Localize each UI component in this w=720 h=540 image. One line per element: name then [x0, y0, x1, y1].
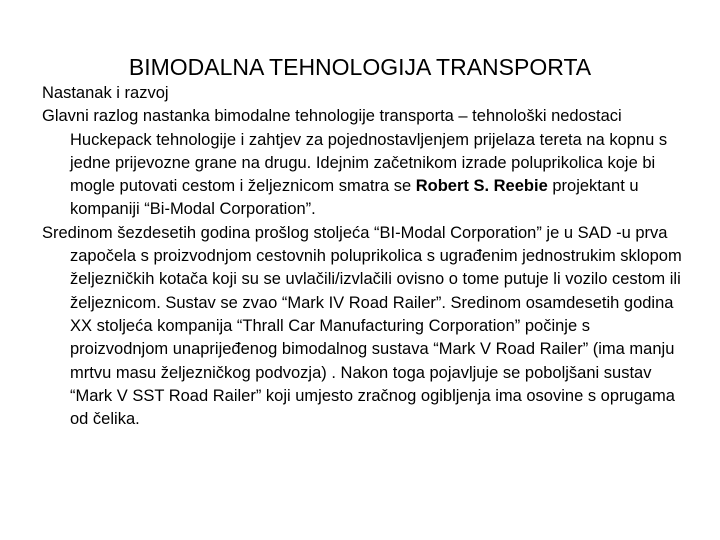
- inventor-name: Robert S. Reebie: [415, 177, 548, 196]
- slide-body: [42, 82, 682, 431]
- paragraph-development: Sredinom šezdesetih godina prošlog stoljeća “BI-Modal Corporation” je u SAD -u prva započela s proizvodnjom cestovnih poluprikolica s ugrađenim jednostrukim sklopom željezničkih kotača koji su se uvlačili/izvlačili ovisno o tome putuje li vozilo cestom ili željeznicom. Sustav se zvao “Mark IV Road Railer”. Sredinom osamdesetih godina XX stoljeća kompanija “Thrall Car Manufacturing Corporation” počinje s proizvodnjom unaprijeđenog bimodalnog sustava “Mark V Road Railer” (ima manju mrtvu masu željezničkog podvozja) . Nakon toga pojavljuje se poboljšani sustav “Mark V SST Road Railer” koji umjesto zračnog ogibljenja ima osovine s oprugama od čelika.: [42, 223, 682, 429]
- paragraph-origin-text-end: projektant u kompaniji “Bi-Modal Corporation”.: [70, 177, 639, 219]
- slide-title: BIMODALNA TEHNOLOGIJA TRANSPORTA: [128, 54, 592, 80]
- paragraph-origin: [42, 105, 682, 221]
- paragraph-origin-text: Glavni razlog nastanka bimodalne tehnologije transporta – tehnološki nedostaci Huckepack tehnologije i zahtjev za pojednostavljenjem prijelaza tereta na kopnu s jedne prijevozne grane na drugu. Idejnim začetnikom izrade poluprikolica koje bi mogle putovati cestom i željeznicom smatra se: [42, 107, 668, 196]
- section-subheading: Nastanak i razvoj: [42, 84, 169, 102]
